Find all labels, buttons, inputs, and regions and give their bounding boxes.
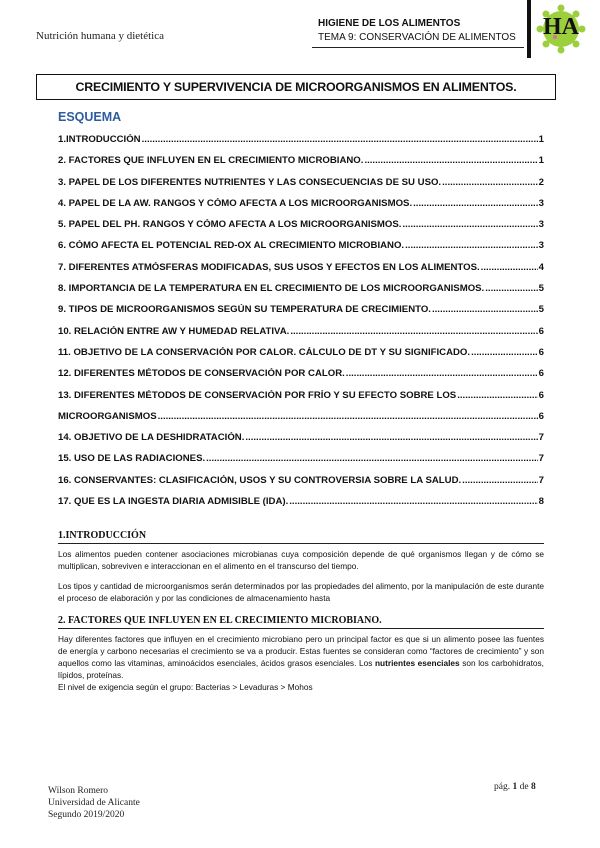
toc-item[interactable]: 3. PAPEL DE LOS DIFERENTES NUTRIENTES Y LAS CONSECUENCIAS DE SU USO. ..... 2 (58, 177, 544, 198)
toc-item[interactable]: 13. DIFERENTES MÉTODOS DE CONSERVACIÓN POR FRÍO Y SU EFECTO SOBRE LOS ..... 6 (58, 390, 544, 411)
header-topic: TEMA 9: CONSERVACIÓN DE ALIMENTOS (318, 32, 516, 43)
factores-paragraph-2: El nivel de exigencia según el grupo: Bacterias > Levaduras > Mohos (58, 682, 313, 692)
footer-author-block (48, 785, 140, 821)
toc-item[interactable]: MICROORGANISMOS ..... 6 (58, 411, 544, 432)
footer-author: Wilson Romero (48, 786, 109, 796)
toc-item[interactable]: 16. CONSERVANTES: CLASIFICACIÓN, USOS Y SU CONTROVERSIA SOBRE LA SALUD. ..... 7 (58, 475, 544, 496)
page-title: CRECIMIENTO Y SUPERVIVENCIA DE MICROORGANISMOS EN ALIMENTOS. (36, 74, 556, 100)
logo-text: HA (543, 14, 579, 40)
header-right (318, 17, 516, 45)
toc-item[interactable]: 4. PAPEL DE LA AW. RANGOS Y CÓMO AFECTA A LOS MICROORGANISMOS. ..... 3 (58, 198, 544, 219)
toc-item[interactable]: 10. RELACIÓN ENTRE AW Y HUMEDAD RELATIVA. ..... 6 (58, 326, 544, 347)
footer-university: Universidad de Alicante (48, 798, 140, 808)
toc-item[interactable]: 14. OBJETIVO DE LA DESHIDRATACIÓN. ..... 7 (58, 432, 544, 453)
header-rule (312, 47, 524, 48)
section-heading-introduccion: 1.INTRODUCCIÓN (58, 530, 544, 544)
table-of-contents (58, 134, 544, 517)
factores-paragraph-1: Hay diferentes factores que influyen en el crecimiento microbiano pero un principal factor es que si un alimento posee las fuentes de energía y carbono necesarias el crecimiento se va a producir. Estas fuentes se consideran como “factores de crecimiento” y son aquellos como las vitaminas, aminoácidos esenciales, ácidos grasos esenciales. Los nutrientes esenciales son los carbohidratos, lípidos, proteínas. (58, 634, 544, 680)
toc-item[interactable]: 9. TIPOS DE MICROORGANISMOS SEGÚN SU TEMPERATURA DE CRECIMIENTO. ..... 5 (58, 304, 544, 325)
toc-item[interactable]: 5. PAPEL DEL PH. RANGOS Y CÓMO AFECTA A LOS MICROORGANISMOS. ..... 3 (58, 219, 544, 240)
esquema-heading: ESQUEMA (58, 110, 122, 124)
toc-item[interactable]: 17. QUE ES LA INGESTA DIARIA ADMISIBLE (IDA). ..... 8 (58, 496, 544, 517)
header-vertical-bar (527, 0, 531, 58)
header-course-title: HIGIENE DE LOS ALIMENTOS (318, 18, 461, 29)
toc-item[interactable]: 2. FACTORES QUE INFLUYEN EN EL CRECIMIENTO MICROBIANO. ..... 1 (58, 155, 544, 176)
section-heading-factores: 2. FACTORES QUE INFLUYEN EN EL CRECIMIENTO MICROBIANO. (58, 615, 544, 629)
toc-item[interactable]: 8. IMPORTANCIA DE LA TEMPERATURA EN EL CRECIMIENTO DE LOS MICROORGANISMOS. ..... 5 (58, 283, 544, 304)
toc-item[interactable]: 15. USO DE LAS RADIACIONES. ..... 7 (58, 453, 544, 474)
footer-year: Segundo 2019/2020 (48, 810, 125, 820)
toc-item[interactable]: 11. OBJETIVO DE LA CONSERVACIÓN POR CALOR. CÁLCULO DE DT Y SU SIGNIFICADO. ..... 6 (58, 347, 544, 368)
nutrientes-esenciales-term: nutrientes esenciales (374, 658, 460, 668)
toc-item[interactable]: 6. CÓMO AFECTA EL POTENCIAL RED-OX AL CRECIMIENTO MICROBIANO. ..... 3 (58, 240, 544, 261)
toc-item[interactable]: 1.INTRODUCCIÓN ..... 1 (58, 134, 544, 155)
toc-item[interactable]: 7. DIFERENTES ATMÓSFERAS MODIFICADAS, SUS USOS Y EFECTOS EN LOS ALIMENTOS. ..... 4 (58, 262, 544, 283)
header-subject: Nutrición humana y dietética (36, 30, 164, 42)
toc-item[interactable]: 12. DIFERENTES MÉTODOS DE CONSERVACIÓN POR CALOR. ..... 6 (58, 368, 544, 389)
page-number: pág. 1 de 8 (494, 782, 536, 792)
intro-paragraph-2: Los tipos y cantidad de microorganismos serán determinados por las propiedades del alimento, por la manipulación de este durante el proceso de elaboración y por las condiciones de almacenamiento hasta (58, 581, 544, 603)
intro-paragraph-1: Los alimentos pueden contener asociaciones microbianas cuya composición depende de qué organismos llegan y de cómo se multiplican, sobreviven e interaccionan en el alimento en el transcurso del tiempo. (58, 549, 544, 571)
ha-logo (536, 4, 586, 54)
